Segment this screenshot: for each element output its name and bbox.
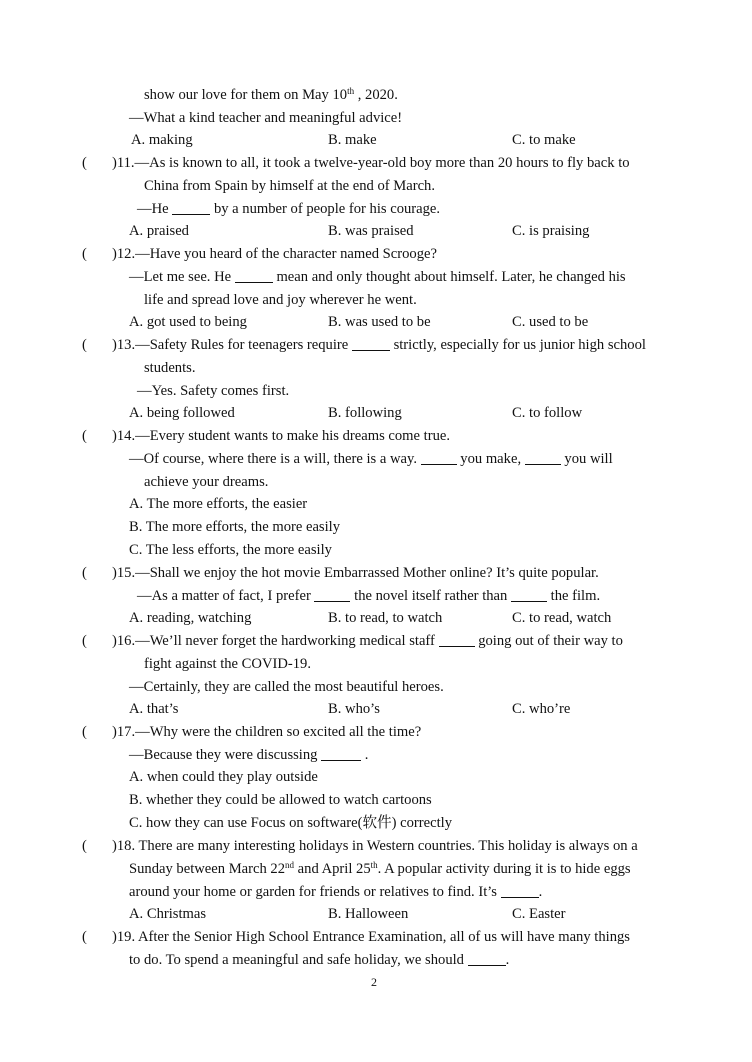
- q11-answer-paren[interactable]: (: [82, 155, 87, 171]
- q19-line1: )19. After the Senior High School Entrance Examination, all of us will have many things: [112, 929, 630, 945]
- answer-blank: [321, 748, 361, 761]
- q10-option-a: A. making: [131, 132, 193, 148]
- q17-option-c: C. how they can use Focus on software(软件) correctly: [129, 815, 453, 831]
- q10-line1: show our love for them on May 10th , 2020.: [144, 86, 398, 103]
- q16-option-a: A. that’s: [129, 701, 179, 717]
- q11-option-a: A. praised: [129, 223, 189, 239]
- q11-option-b: B. was praised: [328, 223, 414, 239]
- q17-option-b: B. whether they could be allowed to watch cartoons: [129, 792, 432, 808]
- q18-answer-paren[interactable]: (: [82, 838, 87, 854]
- q18-line3: around your home or garden for friends or relatives to find. It’s .: [129, 884, 543, 900]
- q12-answer-paren[interactable]: (: [82, 246, 87, 262]
- q13-option-b: B. following: [328, 405, 402, 421]
- q17-line2: —Because they were discussing .: [129, 747, 369, 763]
- answer-blank: [468, 953, 506, 966]
- q14-option-c: C. The less efforts, the more easily: [129, 542, 332, 558]
- q12-line3: life and spread love and joy wherever he went.: [144, 292, 417, 308]
- q16-line1: )16.—We’ll never forget the hardworking medical staff going out of their way to: [112, 633, 623, 649]
- answer-blank: [352, 338, 390, 351]
- q13-line1: )13.—Safety Rules for teenagers require strictly, especially for us junior high school: [112, 337, 646, 353]
- q16-option-c: C. who’re: [512, 701, 571, 717]
- q15-option-b: B. to read, to watch: [328, 610, 443, 626]
- answer-blank: [439, 634, 475, 647]
- q13-line3: —Yes. Safety comes first.: [137, 383, 290, 399]
- q14-line3: achieve your dreams.: [144, 474, 269, 490]
- q14-option-b: B. The more efforts, the more easily: [129, 519, 341, 535]
- q12-line2: —Let me see. He mean and only thought about himself. Later, he changed his: [129, 269, 626, 285]
- q17-option-a: A. when could they play outside: [129, 769, 318, 785]
- q16-line3: —Certainly, they are called the most beautiful heroes.: [129, 679, 444, 695]
- q10-line2: —What a kind teacher and meaningful advice!: [129, 110, 403, 126]
- q18-option-c: C. Easter: [512, 906, 566, 922]
- q19-answer-paren[interactable]: (: [82, 929, 87, 945]
- q19-line2: to do. To spend a meaningful and safe holiday, we should .: [129, 952, 510, 968]
- q13-answer-paren[interactable]: (: [82, 337, 87, 353]
- q14-line2: —Of course, where there is a will, there is a way. you make, you will: [129, 451, 613, 467]
- q14-line1: )14.—Every student wants to make his dreams come true.: [112, 428, 451, 444]
- q12-option-c: C. used to be: [512, 314, 589, 330]
- q15-line2: —As a matter of fact, I prefer the novel itself rather than the film.: [137, 588, 601, 604]
- q15-line1: )15.—Shall we enjoy the hot movie Embarrassed Mother online? It’s quite popular.: [112, 565, 599, 581]
- q11-line2: China from Spain by himself at the end of March.: [144, 178, 435, 194]
- q15-answer-paren[interactable]: (: [82, 565, 87, 581]
- q13-option-a: A. being followed: [129, 405, 235, 421]
- q17-answer-paren[interactable]: (: [82, 724, 87, 740]
- q16-option-b: B. who’s: [328, 701, 380, 717]
- q15-option-a: A. reading, watching: [129, 610, 252, 626]
- q10-option-c: C. to make: [512, 132, 576, 148]
- answer-blank: [511, 589, 547, 602]
- q11-option-c: C. is praising: [512, 223, 590, 239]
- q14-answer-paren[interactable]: (: [82, 428, 87, 444]
- q16-answer-paren[interactable]: (: [82, 633, 87, 649]
- page-number: 2: [371, 975, 377, 989]
- q18-option-a: A. Christmas: [129, 906, 207, 922]
- q18-line1: )18. There are many interesting holidays in Western countries. This holiday is always on a: [112, 838, 638, 854]
- q13-option-c: C. to follow: [512, 405, 583, 421]
- q17-line1: )17.—Why were the children so excited all the time?: [112, 724, 422, 740]
- answer-blank: [235, 270, 273, 283]
- q11-line3: —He by a number of people for his courage.: [137, 201, 441, 217]
- q14-option-a: A. The more efforts, the easier: [129, 496, 308, 512]
- answer-blank: [525, 452, 561, 465]
- q10-option-b: B. make: [328, 132, 377, 148]
- q12-line1: )12.—Have you heard of the character named Scrooge?: [112, 246, 437, 262]
- q12-option-b: B. was used to be: [328, 314, 431, 330]
- q18-line2: Sunday between March 22nd and April 25th. A popular activity during it is to hide eggs: [129, 860, 631, 877]
- q12-option-a: A. got used to being: [129, 314, 247, 330]
- q18-option-b: B. Halloween: [328, 906, 409, 922]
- answer-blank: [421, 452, 457, 465]
- q11-line1: )11.—As is known to all, it took a twelve-year-old boy more than 20 hours to fly back to: [112, 155, 630, 171]
- answer-blank: [314, 589, 350, 602]
- answer-blank: [172, 202, 210, 215]
- answer-blank: [501, 885, 539, 898]
- q15-option-c: C. to read, watch: [512, 610, 612, 626]
- q16-line2: fight against the COVID-19.: [144, 656, 311, 672]
- q13-line2: students.: [144, 360, 196, 376]
